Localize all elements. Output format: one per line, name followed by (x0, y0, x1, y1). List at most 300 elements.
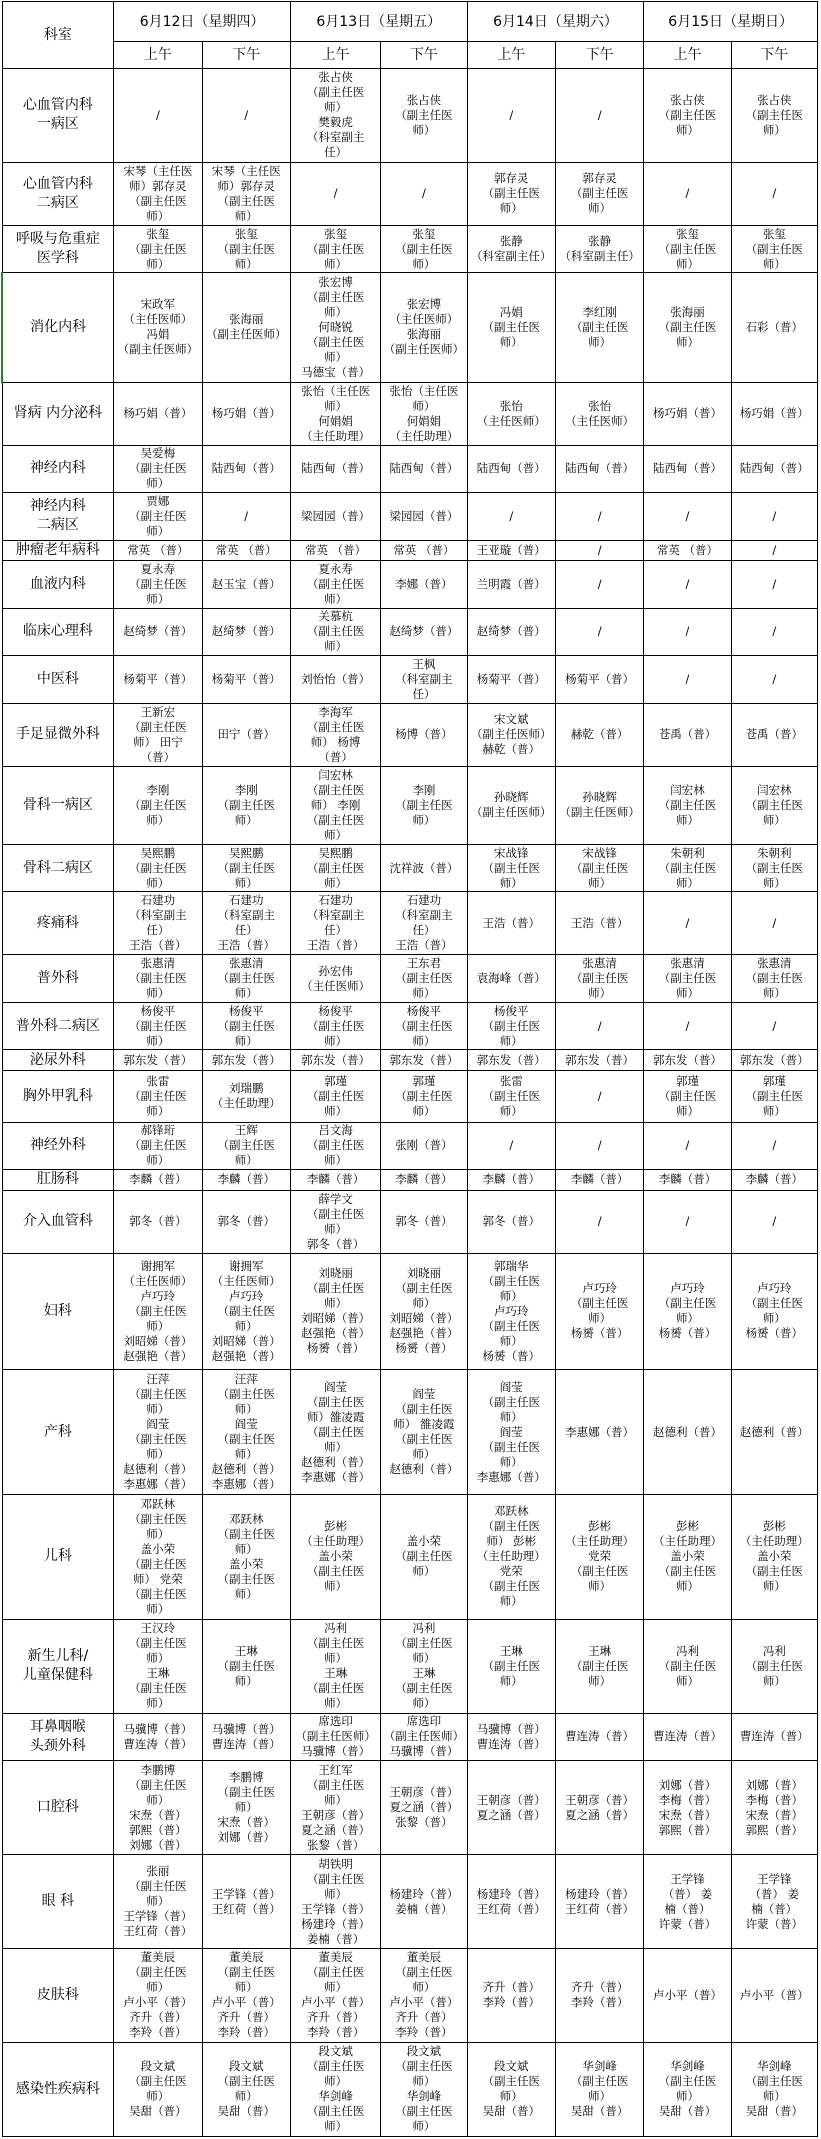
session-header-pm: 下午 (381, 42, 467, 69)
schedule-cell-0615-pm (731, 1370, 817, 1495)
text-line: 赵强艳（普） (389, 1326, 459, 1341)
text-line: （副主任医 (482, 2074, 541, 2089)
text-line: 王浩（普） (129, 938, 187, 953)
schedule-cell-0613-am (290, 1713, 380, 1760)
text-line: / (509, 1138, 514, 1153)
schedule-cell-0614-am (467, 493, 555, 540)
text-line: 李鹏博 (228, 1770, 264, 1785)
text-line: 张惠清 (228, 956, 264, 971)
text-line: 常英 （普） (393, 542, 455, 557)
schedule-row (2, 382, 818, 445)
text-line: 刘娜（普） (658, 1777, 717, 1792)
text-line: 感染性疾病科 (15, 2080, 100, 2097)
text-line: 姜楠（普） (395, 1901, 453, 1916)
text-line: （副主任医 (217, 1018, 275, 1033)
schedule-row (2, 2042, 818, 2136)
text-line: （普） 姜 (749, 1886, 800, 1901)
schedule-cell-0614-pm (555, 1855, 643, 1949)
schedule-cell-0613-am (290, 225, 380, 272)
text-line: 疼痛科 (36, 914, 79, 931)
department-name (2, 273, 114, 382)
text-line: 介入血管科 (22, 1213, 93, 1230)
schedule-cell-0612-am (114, 69, 202, 163)
schedule-cell-0614-pm (555, 703, 643, 766)
text-line: （副主任医 (217, 971, 275, 986)
text-line: （副主任医 (570, 2074, 629, 2089)
text-line: 宋琴（主任医 (123, 163, 193, 178)
text-line: （副主任医 (658, 971, 717, 986)
text-line: （副主任医 (306, 812, 365, 827)
text-line: 张宏博 (318, 274, 353, 289)
text-line: （副主任医 (658, 319, 717, 334)
text-line: 杨俊平 (406, 1003, 442, 1018)
text-line: （主任医师） (211, 1273, 281, 1288)
text-line: 阎莹 (324, 1379, 348, 1394)
schedule-cell-0615-pm (731, 1855, 817, 1949)
text-line: 李羚（普） (217, 2025, 275, 2040)
text-line: （副主任医 (395, 2104, 453, 2119)
schedule-cell-0614-am (467, 1169, 555, 1190)
text-line: （副主任医 (129, 2074, 187, 2089)
text-line: （副主任医 (658, 241, 717, 256)
text-line: （副主任医 (129, 971, 187, 986)
text-line: （科室副主 (395, 671, 453, 686)
schedule-cell-0612-pm (202, 162, 290, 225)
text-line: 阎莹 (412, 1387, 436, 1402)
text-line: 夏之涵（普） (301, 1822, 371, 1837)
schedule-cell-0612-pm (202, 1948, 290, 2042)
text-line: 何娟娟 (318, 413, 353, 428)
text-line: 杨建玲（普） (476, 1886, 546, 1901)
text-line: （副主任医 (129, 1511, 187, 1526)
schedule-cell-0614-pm (555, 608, 643, 655)
schedule-cell-0615-pm (731, 2042, 817, 2136)
schedule-cell-0614-pm (555, 955, 643, 1002)
text-line: 师） (234, 1586, 258, 1601)
text-line: / (772, 186, 777, 201)
schedule-row (2, 608, 818, 655)
department-name (2, 162, 114, 225)
text-line: 李惠娜（普） (301, 1469, 371, 1484)
schedule-cell-0612-pm (202, 656, 290, 703)
schedule-cell-0612-pm (202, 382, 290, 445)
schedule-cell-0615-am (644, 561, 731, 608)
text-line: （副主任医 (306, 1777, 365, 1792)
text-line: 师） (324, 2119, 348, 2134)
text-line: 赵德利（普） (389, 1462, 459, 1477)
text-line: 吴熙鹏 (228, 845, 264, 860)
schedule-row (2, 955, 818, 1002)
text-line: 席选印 (318, 1714, 353, 1729)
text-line: （副主任医 (395, 1636, 453, 1651)
text-line: 卢小平（普） (211, 1995, 281, 2010)
text-line: 宋焘（普） (129, 1807, 187, 1822)
text-line: 师）郭存灵 (217, 178, 275, 193)
text-line: 吴甜（普） (129, 2104, 187, 2119)
schedule-row (2, 1948, 818, 2042)
text-line: 师） (324, 1153, 348, 1168)
text-line: 吴甜（普） (745, 2104, 804, 2119)
text-line: 师） (675, 875, 699, 890)
schedule-cell-0613-pm (381, 955, 467, 1002)
text-line: 孙晓辉 (494, 790, 529, 805)
text-line: （副主任医 (129, 1636, 187, 1651)
schedule-cell-0613-am (290, 561, 380, 608)
text-line: 师） (324, 2074, 348, 2089)
text-line: 王学锋（普） (301, 1901, 371, 1916)
text-line: 师） (234, 1980, 258, 1995)
text-line: 师） (324, 1651, 348, 1666)
session-header-pm: 下午 (731, 42, 817, 69)
schedule-cell-0613-pm (381, 273, 467, 382)
text-line: 王琳 (324, 1666, 348, 1681)
schedule-cell-0614-am (467, 273, 555, 382)
text-line: （主任助理） (652, 1534, 722, 1549)
text-line: 师） (146, 1402, 170, 1417)
text-line: 师） (412, 812, 436, 827)
text-line: 李娜（普） (395, 576, 453, 591)
schedule-cell-0613-pm (381, 2042, 467, 2136)
schedule-cell-0612-pm (202, 1619, 290, 1713)
text-line: 张黎（普） (395, 1815, 453, 1830)
text-line: 齐升（普） (395, 2010, 453, 2025)
text-line: 郭东发（普） (389, 1052, 459, 1067)
text-line: 曹连涛（普） (476, 1736, 546, 1751)
text-line: 师） (234, 1800, 258, 1815)
text-line: 张丽 (146, 1864, 170, 1879)
text-line: 消化内科 (30, 318, 87, 335)
text-line: 杨菊平（普） (123, 671, 193, 686)
department-name (2, 703, 114, 766)
text-line: 师） (146, 591, 170, 606)
text-line: 新生儿科/ (27, 1648, 89, 1665)
schedule-cell-0613-pm (381, 1070, 467, 1122)
schedule-cell-0614-pm (555, 1761, 643, 1855)
text-line: （副主任医师） (383, 342, 465, 357)
department-name (2, 844, 114, 891)
text-line: 心血管内科 (22, 97, 93, 114)
text-line: 师） (588, 2089, 612, 2104)
schedule-cell-0612-am (114, 1761, 202, 1855)
text-line: 马骥博（普） (389, 1744, 459, 1759)
schedule-row (2, 1713, 818, 1760)
text-line: 李麟（普） (306, 1172, 365, 1187)
schedule-cell-0613-am (290, 1050, 380, 1071)
schedule-cell-0615-pm (731, 703, 817, 766)
text-line: 师） (234, 1402, 258, 1417)
schedule-cell-0612-am (114, 561, 202, 608)
text-line: 曹连涛（普） (565, 1729, 635, 1744)
schedule-cell-0615-pm (731, 540, 817, 561)
text-line: （副主任医 (129, 1879, 187, 1894)
schedule-cell-0612-pm (202, 493, 290, 540)
text-line: 师） (146, 476, 170, 491)
text-line: （主任医师） (301, 978, 371, 993)
schedule-cell-0614-pm (555, 1948, 643, 2042)
schedule-cell-0613-pm (381, 1494, 467, 1619)
text-line: 师） (675, 1579, 699, 1594)
text-line: 袁海峰（普） (476, 971, 546, 986)
text-line: （副主任医 (129, 1387, 187, 1402)
text-line: 师） (499, 1409, 523, 1424)
text-line: 师） (146, 1103, 170, 1118)
text-line: 李惠娜（普） (565, 1424, 635, 1439)
text-line: 师） (234, 1673, 258, 1688)
schedule-cell-0613-am (290, 1494, 380, 1619)
text-line: 董美辰 (140, 1950, 176, 1965)
schedule-cell-0615-pm (731, 1050, 817, 1071)
department-name (2, 69, 114, 163)
text-line: 卢小平（普） (389, 1995, 459, 2010)
text-line: 郭东发（普） (476, 1052, 546, 1067)
schedule-cell-0615-am (644, 1948, 731, 2042)
text-line: （副主任医 (482, 1519, 541, 1534)
text-line: （副主任医 (395, 797, 453, 812)
text-line: 赵德利（普） (123, 1462, 193, 1477)
text-line: 师） 田宁 (133, 734, 183, 749)
text-line: 师） (324, 639, 348, 654)
text-line: （科室副主 (395, 908, 453, 923)
text-line: 邓跃林 (228, 1511, 264, 1526)
schedule-cell-0615-am (644, 656, 731, 703)
schedule-row (2, 1370, 818, 1495)
text-line: 齐升（普） (482, 1980, 541, 1995)
schedule-row (2, 1619, 818, 1713)
schedule-cell-0615-am (644, 162, 731, 225)
schedule-cell-0614-pm (555, 1122, 643, 1169)
text-line: （副主任医 (217, 241, 275, 256)
schedule-cell-0614-am (467, 1050, 555, 1071)
text-line: 邓跃林 (494, 1504, 529, 1519)
text-line: 师） (412, 1296, 436, 1311)
schedule-row (2, 273, 818, 382)
text-line: 师） (499, 1594, 523, 1609)
text-line: 张雷 (499, 1073, 523, 1088)
text-line: 师） (588, 334, 612, 349)
schedule-cell-0613-pm (381, 1948, 467, 2042)
text-line: （副主任医 (217, 1571, 275, 1586)
department-name (2, 955, 114, 1002)
text-line: （副主任医 (745, 1658, 804, 1673)
text-line: 郝锋珩 (140, 1123, 176, 1138)
department-name (2, 2042, 114, 2136)
text-line: 师） (762, 1311, 786, 1326)
text-line: 陆西甸（普） (739, 461, 809, 476)
text-line: 郭存灵 (494, 171, 529, 186)
text-line: 刘昭娣（普） (123, 1333, 193, 1348)
text-line: （副主任医 (658, 1658, 717, 1673)
text-line: 王新宏 (140, 704, 176, 719)
schedule-cell-0612-am (114, 955, 202, 1002)
schedule-cell-0615-am (644, 225, 731, 272)
text-line: 师） (588, 1311, 612, 1326)
schedule-cell-0612-pm (202, 1713, 290, 1760)
text-line: （副主任医 (570, 971, 629, 986)
text-line: 朱朝利 (670, 845, 705, 860)
text-line: 李红刚 (582, 304, 617, 319)
text-line: 卢巧玲 (757, 1281, 792, 1296)
text-line: （副主任医 (395, 1402, 453, 1417)
text-line: 师） (675, 256, 699, 271)
department-name (2, 1761, 114, 1855)
text-line: （副主任医 (129, 1586, 187, 1601)
text-line: 李麟（普） (658, 1172, 717, 1187)
text-line: （普） (140, 749, 176, 764)
text-line: 张惠清 (140, 956, 176, 971)
text-line: 师） (146, 1153, 170, 1168)
schedule-cell-0613-am (290, 1253, 380, 1370)
schedule-cell-0613-am (290, 1122, 380, 1169)
text-line: （副主任医 (658, 1088, 717, 1103)
schedule-row (2, 1169, 818, 1190)
schedule-cell-0614-am (467, 1002, 555, 1049)
text-line: 王红荷（普） (211, 1901, 281, 1916)
text-line: / (685, 624, 690, 639)
text-line: / (685, 915, 690, 930)
text-line: （副主任医 (395, 2059, 453, 2074)
schedule-cell-0613-am (290, 1070, 380, 1122)
text-line: （副主任医师） (205, 327, 287, 342)
text-line: 张玺 (324, 226, 348, 241)
schedule-cell-0612-pm (202, 561, 290, 608)
text-line: （副主任医 (658, 1564, 717, 1579)
text-line: 郭东发（普） (739, 1052, 809, 1067)
text-line: 姜楠（普） (306, 1931, 365, 1946)
text-line: 段文斌 (494, 2059, 529, 2074)
text-line: / (333, 186, 338, 201)
schedule-cell-0612-am (114, 766, 202, 844)
schedule-cell-0614-pm (555, 69, 643, 163)
text-line: （副主任医 (482, 1318, 541, 1333)
schedule-cell-0615-pm (731, 1619, 817, 1713)
text-line: （主任医师） (476, 413, 546, 428)
text-line: （副主任医 (129, 797, 187, 812)
text-line: 师） (324, 1696, 348, 1711)
text-line: 杨巧娟（普） (739, 406, 809, 421)
text-line: 郭熙（普） (658, 1822, 717, 1837)
schedule-row (2, 162, 818, 225)
department-name (2, 561, 114, 608)
text-line: 郭冬（普） (395, 1214, 453, 1229)
text-line: 王东君 (406, 956, 442, 971)
schedule-cell-0615-am (644, 1619, 731, 1713)
department-name (2, 445, 114, 492)
schedule-cell-0615-pm (731, 445, 817, 492)
text-line: 李刚 (234, 782, 258, 797)
text-line: 骨科二病区 (22, 859, 93, 876)
text-line: 赵德利（普） (739, 1424, 809, 1439)
text-line: （副主任医 (482, 1658, 541, 1673)
text-line: 李梅（普） (658, 1792, 717, 1807)
schedule-cell-0615-pm (731, 1948, 817, 2042)
text-line: 师） (499, 875, 523, 890)
schedule-cell-0613-pm (381, 382, 467, 445)
department-name (2, 1002, 114, 1049)
text-line: 李梅（普） (745, 1792, 804, 1807)
schedule-cell-0614-am (467, 844, 555, 891)
text-line: 师） (146, 256, 170, 271)
schedule-cell-0614-am (467, 656, 555, 703)
department-name (2, 766, 114, 844)
schedule-cell-0615-am (644, 1761, 731, 1855)
schedule-cell-0615-am (644, 1002, 731, 1049)
text-line: 师） (146, 1601, 170, 1616)
text-line: 冯利 (324, 1621, 348, 1636)
text-line: （副主任医 (745, 971, 804, 986)
text-line: 师） (324, 827, 348, 842)
text-line: 师） (499, 201, 523, 216)
schedule-cell-0615-pm (731, 1494, 817, 1619)
text-line: 盖小荣 (140, 1541, 176, 1556)
text-line: 华剑峰 (757, 2059, 792, 2074)
schedule-cell-0615-am (644, 493, 731, 540)
text-line: 王红荷（普） (476, 1901, 546, 1916)
schedule-cell-0614-am (467, 766, 555, 844)
schedule-cell-0613-pm (381, 1761, 467, 1855)
department-name (2, 656, 114, 703)
text-line: / (244, 107, 249, 122)
text-line: 常英 （普） (305, 542, 367, 557)
text-line: 王浩（普） (570, 915, 629, 930)
schedule-row (2, 1050, 818, 1071)
text-line: / (772, 1018, 777, 1033)
text-line: 师） (762, 2089, 786, 2104)
text-line: 张玺 (146, 226, 170, 241)
text-line: 梁园园（普） (389, 508, 459, 523)
schedule-cell-0613-am (290, 2042, 380, 2136)
text-line: 任） (146, 923, 170, 938)
schedule-cell-0612-am (114, 1948, 202, 2042)
text-line: 邓跃林 (140, 1496, 176, 1511)
text-line: 杨俊平 (494, 1003, 529, 1018)
schedule-cell-0614-pm (555, 561, 643, 608)
schedule-cell-0615-pm (731, 1761, 817, 1855)
schedule-cell-0615-pm (731, 1169, 817, 1190)
text-line: 何晓锐 (318, 319, 353, 334)
schedule-cell-0612-pm (202, 2042, 290, 2136)
text-line: 郭东发（普） (652, 1052, 722, 1067)
schedule-cell-0612-am (114, 1169, 202, 1190)
text-line: （副主任医 (745, 107, 804, 122)
text-line: （副主任医 (482, 1439, 541, 1454)
text-line: 李麟（普） (745, 1172, 804, 1187)
text-line: （副主任医 (217, 1526, 275, 1541)
text-line: 杨巧娟（普） (211, 406, 281, 421)
text-line: 杨赟（普） (482, 1348, 541, 1363)
schedule-cell-0612-pm (202, 703, 290, 766)
schedule-cell-0612-am (114, 445, 202, 492)
schedule-cell-0612-am (114, 1619, 202, 1713)
schedule-cell-0614-pm (555, 1050, 643, 1071)
schedule-cell-0614-pm (555, 1619, 643, 1713)
schedule-cell-0615-am (644, 766, 731, 844)
schedule-cell-0612-pm (202, 1169, 290, 1190)
text-line: 张惠清 (670, 956, 705, 971)
text-line: 常英 （普） (656, 542, 719, 557)
text-line: 头颈外科 (29, 1737, 86, 1754)
text-line: 师） (146, 1651, 170, 1666)
text-line: 中医科 (36, 670, 79, 687)
schedule-cell-0614-am (467, 162, 555, 225)
text-line: 师） (412, 1564, 436, 1579)
text-line: 赵强艳（普） (301, 1326, 371, 1341)
text-line: 王学锋（普） (123, 1909, 193, 1924)
text-line: （副主任医 (306, 1636, 365, 1651)
text-line: 师） (675, 1103, 699, 1118)
text-line: 师） (762, 986, 786, 1001)
schedule-cell-0614-pm (555, 382, 643, 445)
text-line: 任） (324, 923, 348, 938)
